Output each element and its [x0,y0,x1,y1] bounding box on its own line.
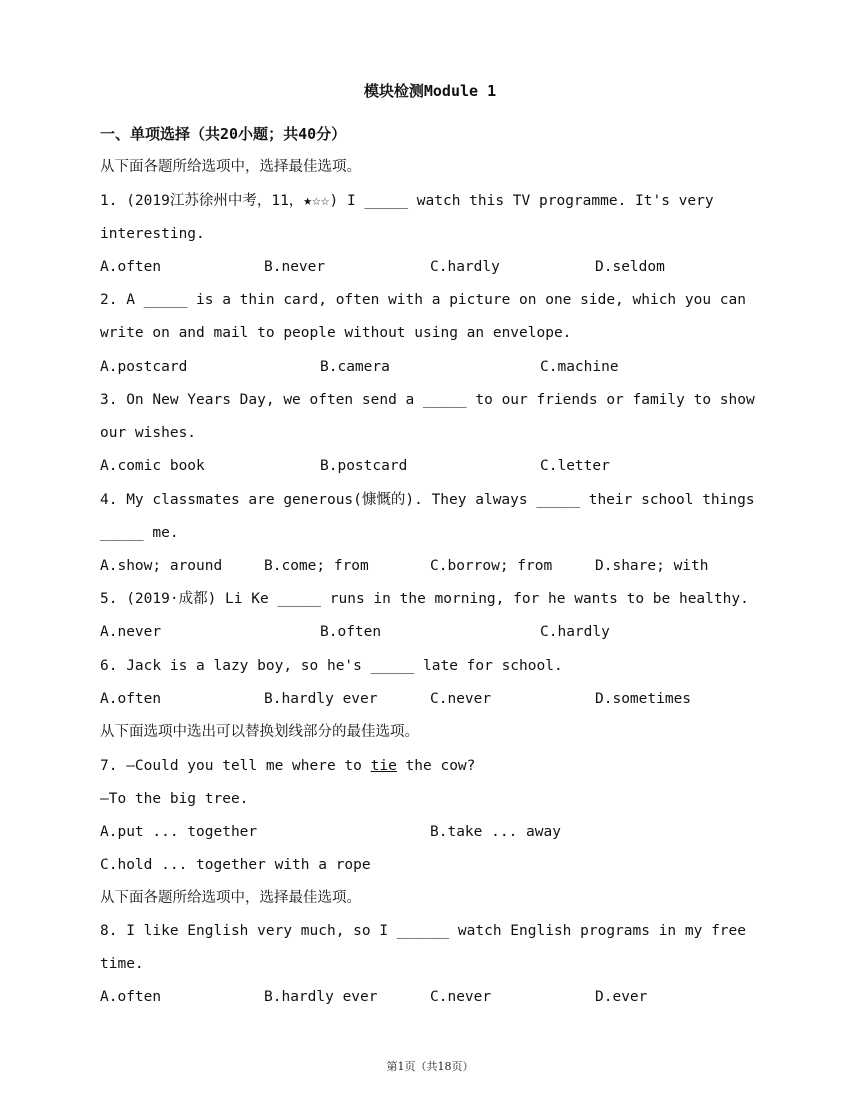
q6-option-c: C.never [430,691,492,707]
q1-option-c: C.hardly [430,259,500,275]
question-1-text-cont: interesting. [100,226,205,242]
q7-text-before: 7. —Could you tell me where to [100,758,371,774]
q8-option-b: B.hardly ever [264,989,378,1005]
q5-option-b: B.often [320,624,382,640]
question-7-text [100,756,475,776]
q4-option-d: D.share; with [595,558,709,574]
q7-text-after: the cow? [396,758,476,774]
question-8-text-cont: time. [100,956,144,972]
q1-option-b: B.never [264,259,326,275]
question-1-text: 1. (2019江苏徐州中考，11，★☆☆) I _____ watch this TV programme. It's very [100,193,714,209]
q6-option-a: A.often [100,691,162,707]
q6-option-d: D.sometimes [595,691,692,707]
q4-option-a: A.show; around [100,558,223,574]
q7-option-c: C.hold ... together with a rope [100,857,371,873]
q2-option-b: B.camera [320,359,390,375]
instruction-2: 从下面选项中选出可以替换划线部分的最佳选项。 [100,724,419,740]
question-3-text-cont: our wishes. [100,425,197,441]
page-footer: 第1页（共18页） [386,1060,474,1073]
page-title: 模块检测Module 1 [363,82,497,100]
q7-underlined-word: tie [370,758,397,774]
q8-option-c: C.never [430,989,492,1005]
question-5-text: 5. (2019·成都) Li Ke _____ runs in the morning, for he wants to be healthy. [100,591,749,607]
instruction-3: 从下面各题所给选项中，选择最佳选项。 [100,890,361,906]
q4-option-c: C.borrow; from [430,558,553,574]
q8-option-a: A.often [100,989,162,1005]
question-2-text-cont: write on and mail to people without using an envelope. [100,325,572,341]
q2-option-c: C.machine [540,359,619,375]
q3-option-c: C.letter [540,458,610,474]
question-7-answer-line: —To the big tree. [100,791,249,807]
section-heading: 一、单项选择（共20小题；共40分） [100,125,347,143]
q7-option-a: A.put ... together [100,824,258,840]
question-6-text: 6. Jack is a lazy boy, so he's _____ late for school. [100,658,563,674]
q2-option-a: A.postcard [100,359,188,375]
instruction-1: 从下面各题所给选项中，选择最佳选项。 [100,159,361,175]
q5-option-c: C.hardly [540,624,610,640]
question-8-text: 8. I like English very much, so I ______ watch English programs in my free [100,923,747,939]
q7-option-b: B.take ... away [430,824,561,840]
q1-option-a: A.often [100,259,162,275]
q3-option-a: A.comic book [100,458,205,474]
question-4-text-cont: _____ me. [100,525,179,541]
q5-option-a: A.never [100,624,162,640]
q6-option-b: B.hardly ever [264,691,378,707]
q8-option-d: D.ever [595,989,648,1005]
q4-option-b: B.come; from [264,558,369,574]
q3-option-b: B.postcard [320,458,408,474]
question-3-text: 3. On New Years Day, we often send a _____ to our friends or family to show [100,392,755,408]
question-4-text: 4. My classmates are generous(慷慨的). They always _____ their school things [100,492,755,508]
question-2-text: 2. A _____ is a thin card, often with a picture on one side, which you can [100,292,747,308]
q1-option-d: D.seldom [595,259,665,275]
